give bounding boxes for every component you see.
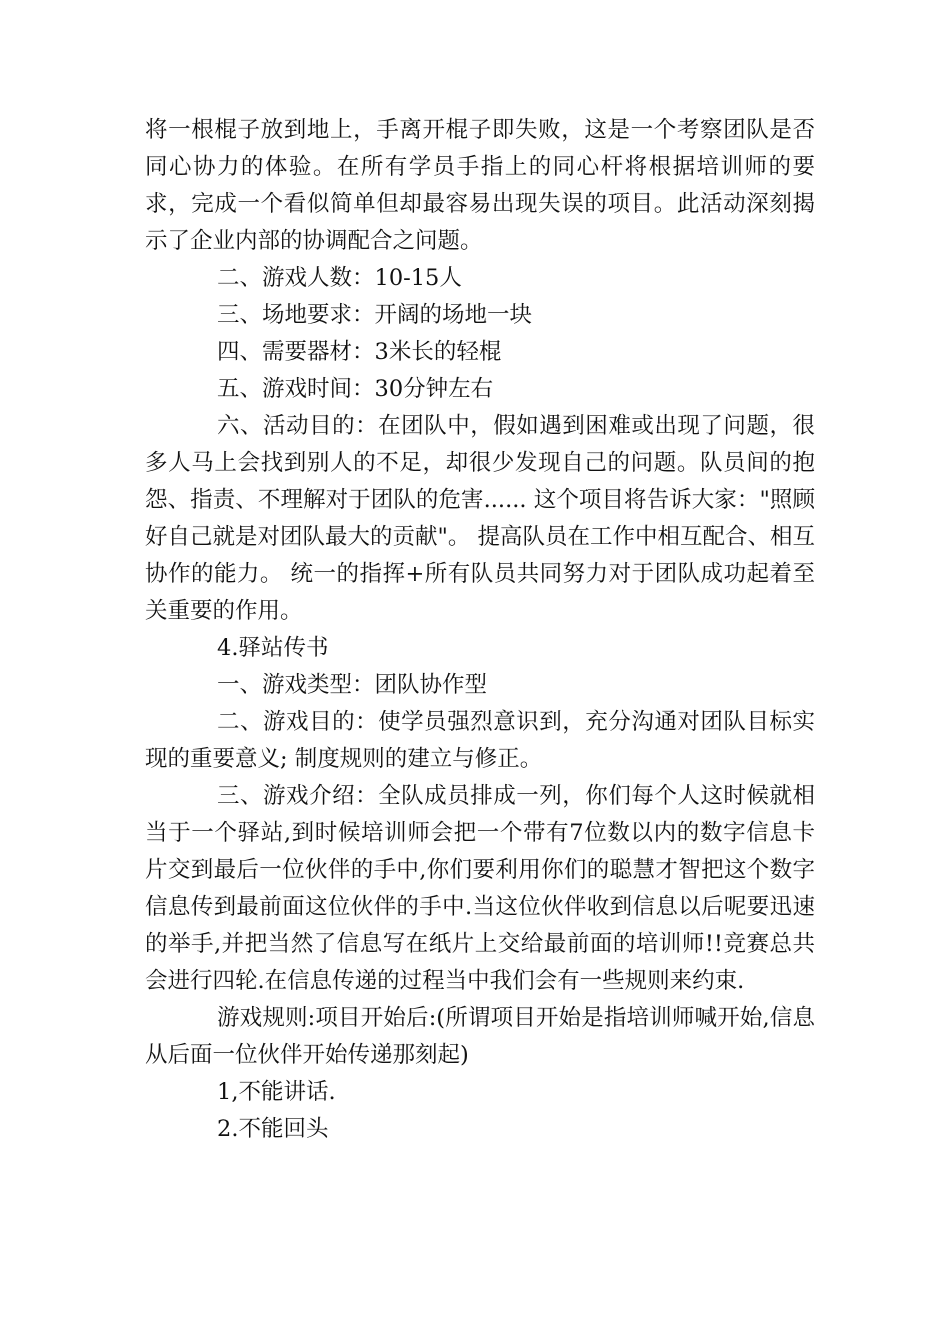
rule-1-line: 1,不能讲话. [217,1079,336,1105]
game-intro-paragraph: 三、游戏介绍：全队成员排成一列，你们每个人这时候就相当于一个驿站,到时候培训师会把一个带有7位数以内的数字信息卡片交到最后一位伙伴的手中,你们要利用你们的聪慧才智把这个数字信息传到最前面这位伙伴的手中.当这位伙伴收到信息以后呢要迅速的举手,并把当然了信息写在纸片上交给最前面的培训师!!竞赛总共会进行四轮.在信息传递的过程当中我们会有一些规则来约束. [145,783,815,994]
duration-line: 五、游戏时间：30分钟左右 [217,376,494,402]
purpose-paragraph: 六、活动目的：在团队中，假如遇到困难或出现了问题，很多人马上会找到别人的不足，却很少发现自己的问题。队员间的抱怨、指责、不理解对于团队的危害...... 这个项目将告诉大家："照顾好自己就是对团队最大的贡献"。 提高队员在工作中相互配合、相互协作的能力。 统一的指挥+所有队员共同努力对于团队成功起着至关重要的作用。 [145,413,816,624]
game-type-line: 一、游戏类型：团队协作型 [217,672,488,698]
section-title: 4.驿站传书 [217,635,329,661]
equipment-line: 四、需要器材：3米长的轻棍 [217,339,502,365]
game-players-line: 二、游戏人数：10-15人 [217,265,462,291]
intro-paragraph: 将一根棍子放到地上，手离开棍子即失败，这是一个考察团队是否同心协力的体验。在所有学员手指上的同心杆将根据培训师的要求，完成一个看似简单但却最容易出现失误的项目。此活动深刻揭示了企业内部的协调配合之问题。 [145,117,815,254]
rule-2-line: 2.不能回头 [217,1116,329,1142]
venue-line: 三、场地要求：开阔的场地一块 [217,302,533,328]
document-body [145,112,815,1148]
game-goal-paragraph: 二、游戏目的：使学员强烈意识到，充分沟通对团队目标实现的重要意义; 制度规则的建立与修正。 [145,709,815,772]
rules-intro-paragraph: 游戏规则:项目开始后:(所谓项目开始是指培训师喊开始,信息从后面一位伙伴开始传递那刻起) [145,1005,815,1068]
